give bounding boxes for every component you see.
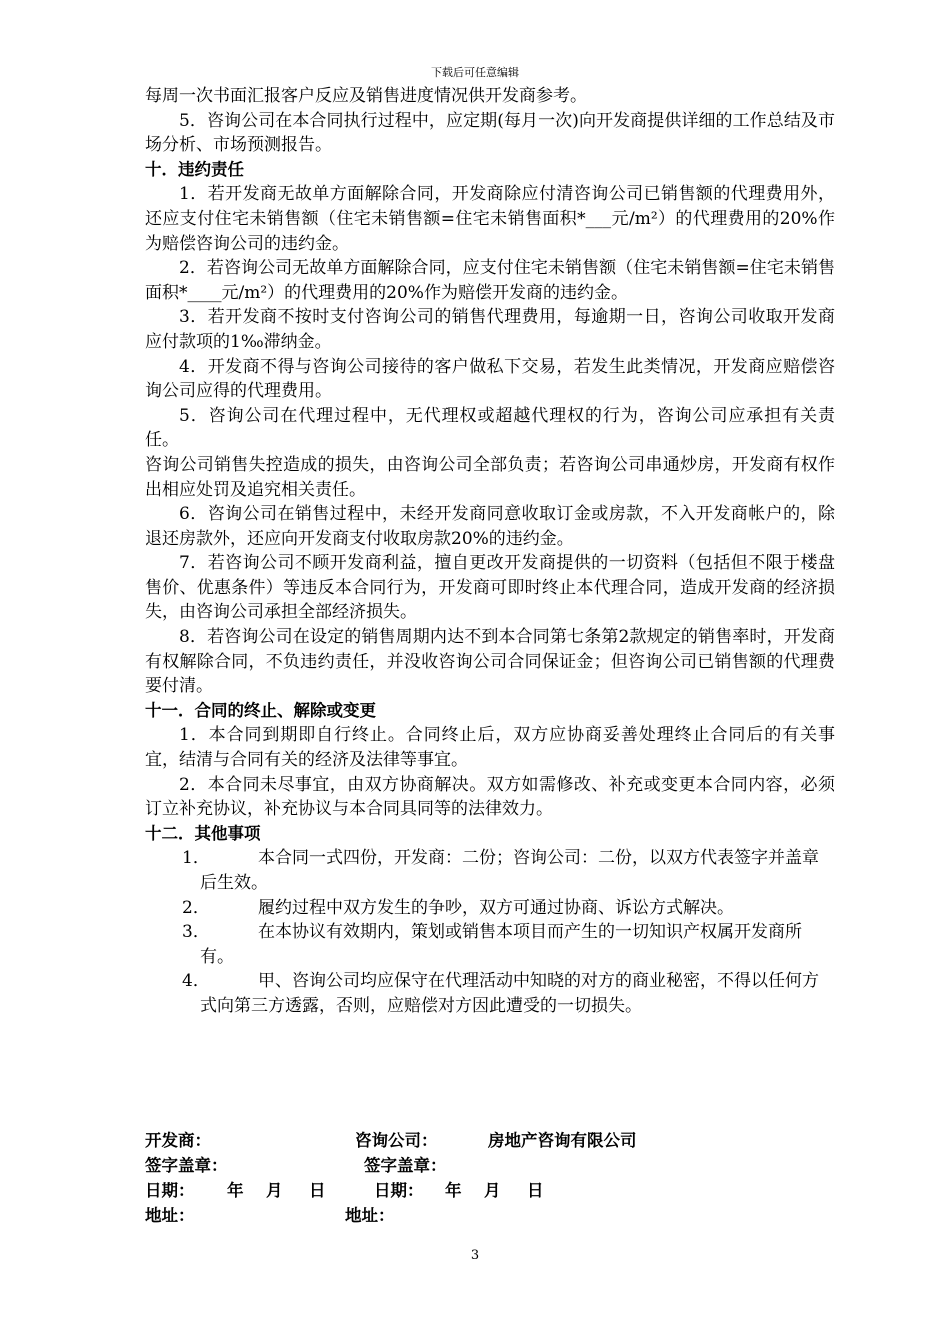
list-text: 甲、咨询公司均应保守在代理活动中知晓的对方的商业秘密，不得以任何方式向第三方透露，否则，应赔偿对方因此遭受的一切损失。 bbox=[200, 971, 819, 1016]
list-item bbox=[145, 846, 835, 895]
clause: 6．咨询公司在销售过程中，未经开发商同意收取订金或房款，不入开发商帐户的，除退还房款外，还应向开发商支付收取房款20%的违约金。 bbox=[145, 504, 835, 549]
clause: 4．开发商不得与咨询公司接待的客户做私下交易，若发生此类情况，开发商应赔偿咨询公司应得的代理费用。 bbox=[145, 356, 835, 402]
list-number: 2． bbox=[182, 897, 210, 918]
list-item bbox=[145, 969, 835, 1018]
paragraph: 每周一次书面汇报客户反应及销售进度情况供开发商参考。 bbox=[145, 86, 587, 106]
clause: 2．本合同未尽事宜，由双方协商解决。双方如需修改、补充或变更本合同内容，必须订立补充协议，补充协议与本合同具同等的法律效力。 bbox=[145, 774, 835, 820]
section-heading-other: 十二．其他事项 bbox=[145, 823, 261, 843]
signature-row-date bbox=[145, 1178, 845, 1203]
list-number: 3． bbox=[182, 922, 210, 943]
signature-block bbox=[145, 1128, 845, 1228]
developer-label: 开发商： bbox=[145, 1131, 211, 1150]
page-header: 下载后可任意编辑 bbox=[431, 66, 519, 79]
developer-year: 年 bbox=[227, 1181, 244, 1200]
clause: 1．本合同到期即自行终止。合同终止后，双方应协商妥善处理终止合同后的有关事宜，结清与合同有关的经济及法律等事宜。 bbox=[145, 725, 835, 771]
developer-date-label: 日期： bbox=[145, 1181, 195, 1200]
consultant-date-label: 日期： bbox=[374, 1181, 424, 1200]
consultant-day: 日 bbox=[527, 1181, 544, 1200]
contract-body bbox=[145, 84, 835, 1019]
list-item bbox=[145, 920, 835, 969]
section-heading-breach: 十．违约责任 bbox=[145, 159, 244, 179]
consultant-name: 房地产咨询有限公司 bbox=[488, 1131, 637, 1150]
developer-address-label: 地址： bbox=[145, 1206, 195, 1225]
clause: 1．若开发商无故单方面解除合同，开发商除应付清咨询公司已销售额的代理费用外，还应支付住宅未销售额（住宅未销售额=住宅未销售面积*___元/m²）的代理费用的20%作为赔偿咨询公司的违约金。 bbox=[145, 184, 835, 254]
clause: 3．若开发商不按时支付咨询公司的销售代理费用，每逾期一日，咨询公司收取开发商应付款项的1‰滞纳金。 bbox=[145, 307, 835, 352]
signature-row-address bbox=[145, 1203, 845, 1228]
consultant-label: 咨询公司： bbox=[355, 1131, 438, 1150]
list-text: 本合同一式四份，开发商：二份；咨询公司：二份，以双方代表签字并盖章后生效。 bbox=[200, 848, 819, 893]
developer-seal-label: 签字盖章： bbox=[145, 1156, 228, 1175]
clause: 7．若咨询公司不顾开发商利益，擅自更改开发商提供的一切资料（包括但不限于楼盘售价、优惠条件）等违反本合同行为，开发商可即时终止本代理合同，造成开发商的经济损失，由咨询公司承担全部经济损失。 bbox=[145, 553, 835, 623]
paragraph: 5．咨询公司在本合同执行过程中，应定期(每月一次)向开发商提供详细的工作总结及市场分析、市场预测报告。 bbox=[145, 110, 835, 156]
clause: 咨询公司销售失控造成的损失，由咨询公司全部负责；若咨询公司串通炒房，开发商有权作出相应处罚及追究相关责任。 bbox=[145, 454, 835, 500]
consultant-seal-label: 签字盖章： bbox=[364, 1156, 447, 1175]
section-heading-termination: 十一．合同的终止、解除或变更 bbox=[145, 700, 376, 720]
developer-day: 日 bbox=[309, 1181, 326, 1200]
clause: 2．若咨询公司无故单方面解除合同，应支付住宅未销售额（住宅未销售额=住宅未销售面积*____元/m²）的代理费用的20%作为赔偿开发商的违约金。 bbox=[145, 258, 835, 303]
list-item bbox=[145, 896, 835, 921]
list-number: 4． bbox=[182, 971, 210, 992]
developer-month: 月 bbox=[266, 1181, 283, 1200]
signature-row-seal bbox=[145, 1153, 845, 1178]
signature-row-parties bbox=[145, 1128, 845, 1153]
consultant-month: 月 bbox=[484, 1181, 501, 1200]
list-number: 1． bbox=[182, 848, 210, 869]
clause: 5．咨询公司在代理过程中，无代理权或超越代理权的行为，咨询公司应承担有关责任。 bbox=[145, 405, 835, 451]
consultant-address-label: 地址： bbox=[345, 1206, 395, 1225]
page-number: 3 bbox=[470, 1248, 480, 1263]
list-text: 在本协议有效期内，策划或销售本项目而产生的一切知识产权属开发商所有。 bbox=[200, 922, 802, 967]
clause: 8．若咨询公司在设定的销售周期内达不到本合同第七条第2款规定的销售率时，开发商有权解除合同，不负违约责任，并没收咨询公司合同保证金；但咨询公司已销售额的代理费要付清。 bbox=[145, 627, 835, 697]
list-text: 履约过程中双方发生的争吵，双方可通过协商、诉讼方式解决。 bbox=[258, 897, 734, 918]
consultant-year: 年 bbox=[445, 1181, 462, 1200]
